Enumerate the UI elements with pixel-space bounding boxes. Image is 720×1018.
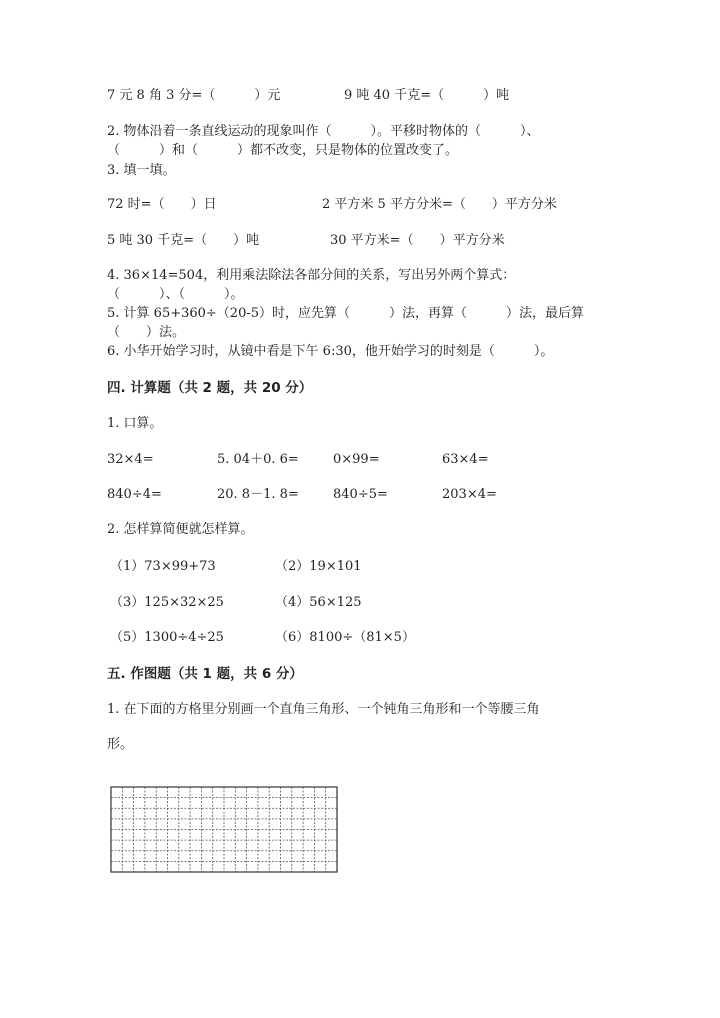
conversion-ton: 9 吨 40 千克=（ ）吨 [344, 88, 510, 103]
drawing-instruction-line2: 形。 [107, 737, 134, 752]
simplify-item: （2）19×101 [275, 559, 362, 574]
q5-line2: （ ）法。 [107, 325, 186, 340]
drawing-grid[interactable] [110, 786, 338, 873]
q4-line2: （ ）、（ ）。 [107, 287, 244, 302]
oral-calc-item: 5. 04＋0. 6= [217, 452, 299, 467]
q2-line2: （ ）和（ ）都不改变，只是物体的位置改变了。 [107, 143, 459, 158]
simplify-title: 2. 怎样算简便就怎样算。 [107, 522, 254, 537]
section-5-heading: 五. 作图题（共 1 题，共 6 分） [107, 666, 303, 682]
q6-line1: 6. 小华开始学习时，从镜中看是下午 6:30，他开始学习的时刻是（ ）。 [107, 344, 554, 359]
simplify-item: （4）56×125 [275, 595, 362, 610]
q3-r1-left: 72 时=（ ）日 [107, 197, 217, 212]
oral-calc-item: 63×4= [442, 452, 489, 467]
oral-calc-item: 0×99= [333, 452, 380, 467]
q3-r2-right: 30 平方米=（ ）平方分米 [330, 233, 505, 248]
oral-calc-item: 32×4= [107, 452, 154, 467]
simplify-item: （1）73×99+73 [110, 559, 216, 574]
oral-calc-item: 20. 8－1. 8= [217, 487, 299, 502]
oral-calc-item: 840÷4= [107, 487, 162, 502]
section-4-heading: 四. 计算题（共 2 题，共 20 分） [107, 380, 313, 396]
q5-line1: 5. 计算 65+360÷（20-5）时，应先算（ ）法，再算（ ）法，最后算 [107, 306, 585, 321]
oral-calc-item: 840÷5= [333, 487, 388, 502]
oral-calc-title: 1. 口算。 [107, 416, 163, 431]
simplify-item: （3）125×32×25 [110, 595, 224, 610]
simplify-item: （6）8100÷（81×5） [275, 630, 415, 645]
q3-r2-left: 5 吨 30 千克=（ ）吨 [107, 233, 260, 248]
q3-title: 3. 填一填。 [107, 163, 176, 178]
q3-r1-right: 2 平方米 5 平方分米=（ ）平方分米 [322, 197, 557, 212]
oral-calc-item: 203×4= [442, 487, 497, 502]
simplify-item: （5）1300÷4÷25 [110, 630, 224, 645]
conversion-yuan: 7 元 8 角 3 分=（ ）元 [107, 88, 281, 103]
q2-line1: 2. 物体沿着一条直线运动的现象叫作（ ）。平移时物体的（ ）、 [107, 124, 540, 139]
q4-line1: 4. 36×14=504，利用乘法除法各部分间的关系，写出另外两个算式： [107, 268, 516, 283]
drawing-instruction-line1: 1. 在下面的方格里分别画一个直角三角形、一个钝角三角形和一个等腰三角 [107, 702, 540, 717]
